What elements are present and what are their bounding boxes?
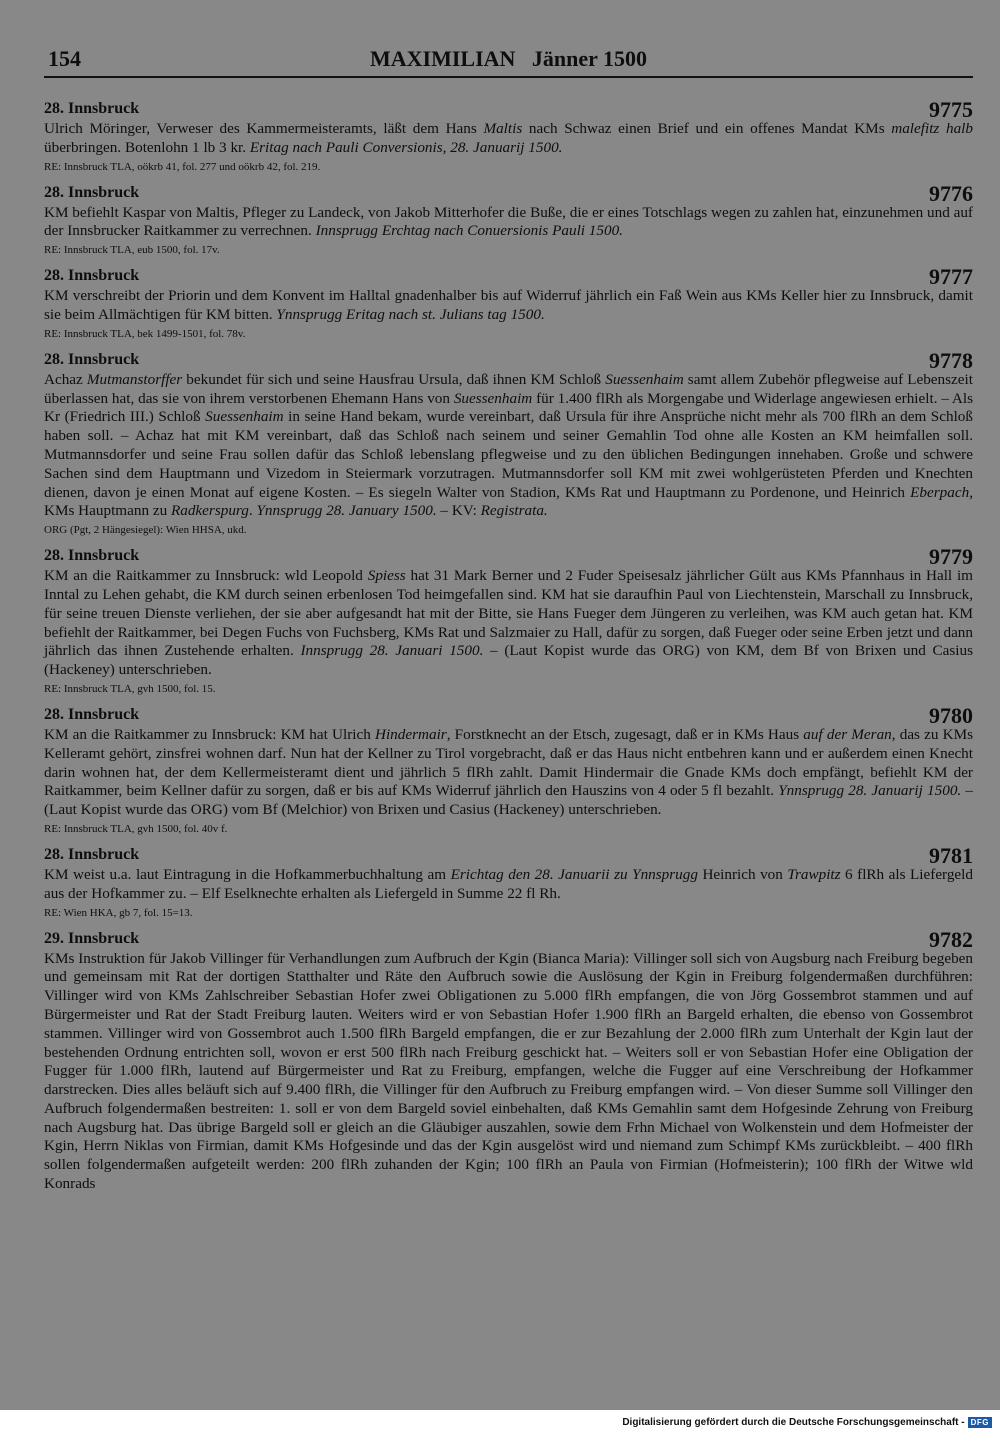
entry-text — [44, 371, 973, 521]
entry-header — [44, 704, 973, 726]
entry-text — [44, 866, 973, 904]
entry — [44, 704, 973, 837]
italic-text: Ynnsprugg 28. Januarij 1500. — [778, 782, 962, 800]
entry-source: RE: Innsbruck TLA, eub 1500, fol. 17v. — [44, 244, 220, 257]
text-run: KM an die Raitkammer zu Innsbruck: wld Leopold — [44, 567, 368, 585]
text-run: KM weist u.a. laut Eintragung in die Hofkammerbuchhaltung am — [44, 865, 451, 883]
text-run: überbringen. Botenlohn 1 lb 3 kr. — [44, 138, 250, 156]
text-run: Heinrich von — [697, 865, 788, 883]
italic-text: Hindermair — [374, 725, 447, 743]
entry-date: 28. Innsbruck — [44, 845, 140, 863]
italic-text: Maltis — [483, 120, 523, 137]
entry-header — [44, 544, 973, 570]
entry-source: RE: Innsbruck TLA, oökrb 41, fol. 277 und oökrb 42, fol. 219. — [44, 160, 321, 173]
text-run: 6 flRh als Liefergeld aus der Hofkammer zu. – Elf Eselknechte erhalten als Liefergeld in Summe 22 fl Rh. — [44, 865, 973, 902]
italic-text: Suessenhaim — [453, 389, 533, 407]
text-run: Ulrich Möringer, Verweser des Kammermeisteramts, läßt dem Hans — [44, 120, 484, 137]
entry-date: 28. Innsbruck — [44, 705, 140, 723]
entry — [44, 545, 973, 697]
text-run: KM verschreibt der Priorin und dem Konvent im Halltal gnadenhalber bis auf Widerruf jährlich ein Faß Wein aus KMs Keller hier zu Innsbruck, damit sie beim Allmächtigen für KM bitten. — [44, 287, 973, 323]
page-header — [44, 44, 973, 78]
entry-source: RE: Innsbruck TLA, gvh 1500, fol. 40v f. — [44, 822, 228, 835]
text-run: , Forstknecht an der Etsch, zugesagt, daß er in KMs Haus — [446, 725, 804, 743]
entry — [44, 928, 973, 1194]
entry-header — [44, 264, 973, 290]
entry — [44, 98, 973, 175]
entry-header — [44, 844, 973, 866]
entry — [44, 182, 973, 259]
text-run: für 1.400 flRh als Morgengabe und Widerlage angewiesen erhielt. – Als Kr (Friedrich III.) Schloß — [44, 389, 974, 426]
entry-number: 9779 — [929, 544, 973, 570]
italic-text: Eritag nach Pauli Conversionis, 28. Januarij 1500. — [249, 138, 563, 156]
entry-date: 28. Innsbruck — [44, 183, 140, 201]
text-run: nach Schwaz einen Brief und ein offenes Mandat KMs — [522, 120, 892, 137]
entry-text — [44, 120, 973, 158]
text-run: , KMs Hauptmann zu — [44, 483, 973, 520]
entry-number: 9775 — [929, 97, 973, 122]
italic-text: auf der Meran — [803, 725, 892, 743]
italic-text: Eberpach — [910, 483, 970, 501]
entry-date: 28. Innsbruck — [44, 100, 140, 117]
entry — [44, 349, 973, 538]
text-run: , das zu KMs Kelleramt gehört, zinsfrei wohnen darf. Nun hat der Kellner zu Tirol vorgebracht, daß er das Haus nicht entbehren kann und er außerdem einen Knecht darin wohnen hat, der dem Kellermeisteramt dient und jährlich 5 flRh zahlt. Damit Hindermair die Gnade KMs doch empfängt, befiehlt KM der Raitkammer, beim Kellner dafür zu sorgen, daß er bis auf KMs Widerruf jährlich den Hauszins von 4 oder 5 fl bezahlt. — [44, 725, 974, 800]
entry-text — [44, 726, 973, 820]
entry-date: 29. Innsbruck — [44, 929, 140, 947]
dfg-logo: DFG — [968, 1417, 992, 1428]
entry-number: 9782 — [929, 926, 973, 952]
italic-text: Registrata. — [480, 502, 548, 520]
italic-text: Suessenhaim — [205, 408, 284, 426]
entry-source: ORG (Pgt, 2 Hängesiegel): Wien HHSA, ukd. — [44, 524, 247, 537]
entry-text — [44, 287, 973, 325]
footer-text: Digitalisierung gefördert durch die Deutsche Forschungsgemeinschaft - — [622, 1417, 965, 1428]
entry-number: 9780 — [929, 702, 973, 728]
text-run: samt allem Zubehör pflegweise auf Lebenszeit überlassen hat, das sie von ihrem verstorbenen Ehemann Hans von — [44, 370, 973, 407]
italic-text: Suessenhaim — [605, 370, 684, 388]
italic-text: Radkerspurg — [170, 502, 249, 520]
entry-number: 9778 — [929, 347, 973, 373]
italic-text: Trawpitz — [787, 865, 841, 883]
entry-source: RE: Innsbruck TLA, bek 1499-1501, fol. 78v. — [44, 327, 246, 340]
text-run: Achaz — [44, 370, 87, 388]
entry-number: 9781 — [929, 842, 973, 868]
entry-number: 9776 — [929, 180, 973, 206]
entry-source: RE: Innsbruck TLA, gvh 1500, fol. 15. — [44, 682, 216, 695]
entry-source: RE: Wien HKA, gb 7, fol. 15=13. — [44, 906, 193, 919]
italic-text: Innsprugg Erchtag nach Conuersionis Pauli 1500. — [315, 222, 623, 240]
page-title: MAXIMILIAN Jänner 1500 — [369, 46, 648, 71]
italic-text: malefitz halb — [891, 120, 973, 137]
footer — [622, 1417, 992, 1428]
text-run: in seine Hand bekam, wurde vereinbart, daß Ursula für ihre Ansprüche nicht mehr als 700 flRh an dem Schloß haben soll. – Achaz hat mit KM vereinbart, daß das Schloß nach seinem und seiner Gemahlin Tod ohne alle Kosten an KM heimfallen soll. Mutmannsdorfer und seine Frau sollen dafür das Schloß lebenslang pflegweise und zu den üblichen Bedingungen innehaben. Große und schwere Sachen sind dem Hauptmann und Vizedom in Steiermark vorzutragen. Mutmannsdorfer soll KM mit zwei wohlgerüsteten Pferden und Knechten dienen, davon je einen Monat auf eigene Kosten. – Es siegeln Walter von Stadion, KMs Rat und Hauptmann zu Pordenone, und Heinrich — [44, 408, 973, 501]
entry-header — [44, 928, 973, 950]
italic-text: Innsprugg 28. Januari 1500. — [300, 642, 484, 660]
page-number: 154 — [48, 46, 81, 71]
entry-header — [44, 98, 973, 120]
italic-text: Erichtag den 28. Januarii zu Ynnsprugg — [450, 865, 698, 883]
entry-date: 28. Innsbruck — [44, 267, 140, 285]
entry-header — [44, 349, 973, 371]
text-run: – KV: — [436, 502, 481, 520]
text-run: . — [248, 502, 257, 520]
italic-text: Ynnsprugg 28. January 1500. — [256, 502, 437, 520]
entry — [44, 265, 973, 342]
entry-date: 28. Innsbruck — [44, 547, 140, 565]
entry-text — [44, 950, 973, 1194]
italic-text: Spiess — [367, 567, 406, 585]
entry-date: 28. Innsbruck — [44, 350, 140, 368]
text-run: KMs Instruktion für Jakob Villinger für Verhandlungen zum Aufbruch der Kgin (Bianca Maria): Villinger soll sich von Augsburg nach Freiburg begeben und gemeinsam mit Rat der dortigen Statthalter und Räte den Aufbruch sowie die Auslösung der Kgin in Freiburg folgendermaßen durchführen: Villinger wird von KMs Zahlschreiber Sebastian Hofer zwei Obligationen zu 5.000 flRh empfangen, die von Jörg Gossembrot stammen und auf Bürgermeister und Rat der Stadt Freiburg lauten. Weiters wird er von Sebastian Hofer 1.900 flRh an Bargeld erhalten, die ebenso von Gossembrot stammen. Villinger wird von Gossembrot auch 1.500 flRh Bargeld empfangen, die er zur Bezahlung der 2.000 flRh zum Unterhalt der Kgin laut der bestehenden Ordnung entrichten soll, wovon er erst 500 flRh nach Freiburg geschickt hat. – Weiters soll er von Sebastian Hofer eine Obligation der Fugger für 1.000 flRh, lautend auf Bürgermeister und Rat zu Freiburg, empfangen, welche die Fugger auf eine Verschreibung der Hofkammer darstrecken. Dies alles beläuft sich auf 9.400 flRh, die Villinger für den Aufbruch zu Freiburg empfangen wird. – Von dieser Summe soll Villinger den Aufbruch folgendermaßen bestreiten: 1. soll er von dem Bargeld soviel einbehalten, daß KMs Gemahlin samt dem Hofgesinde Zehrung von Freiburg nach Augsburg hat. Das übrige Bargeld soll er gleich an die Gläubiger auszahlen, sowie dem Frhn Michael von Wolkenstein und dem Hofmeister der Kgin, Herrn Niklas von Firmian, damit KMs Hofgesinde und das der Kgin ausgelöst wird und niemand zum Schimpf KMs zurückbleibt. – 400 flRh sollen folgendermaßen aufgeteilt werden: 200 flRh zuhanden der Kgin; 100 flRh an Paula von Firmian (Hofmeisterin); 100 flRh der Witwe wld Konrads — [44, 949, 973, 1193]
text-run: KM an die Raitkammer zu Innsbruck: KM hat Ulrich — [44, 725, 375, 743]
entry — [44, 844, 973, 921]
entry-text — [44, 204, 973, 242]
text-run: – (Laut Kopist wurde das ORG) von KM, dem Bf von Brixen und Casius (Hackeney) unterschrieben. — [44, 642, 973, 679]
text-run: bekundet für sich und seine Hausfrau Ursula, daß ihnen KM Schloß — [182, 370, 606, 388]
entry-header — [44, 182, 973, 204]
entry-text — [44, 567, 973, 680]
text-run: – (Laut Kopist wurde das ORG) vom Bf (Melchior) von Brixen und Casius (Hackeney) unterschrieben. — [44, 782, 973, 819]
italic-text: Ynnsprugg Eritag nach st. Julians tag 1500. — [276, 305, 545, 323]
entry-list — [44, 98, 973, 1201]
entry-number: 9777 — [929, 264, 973, 290]
italic-text: Mutmanstorffer — [86, 370, 183, 388]
text-run: KM befiehlt Kaspar von Maltis, Pfleger zu Landeck, von Jakob Mitterhofer die Buße, die er eines Totschlags wegen zu zahlen hat, einzunehmen und auf der Innsbrucker Raitkammer zu verrechnen. — [44, 203, 973, 240]
text-run: hat 31 Mark Berner und 2 Fuder Speisesalz jährlicher Gült aus KMs Pfannhaus in Hall im Inntal zu Lehen gehabt, die KM durch seinen erbenlosen Tod heimgefallen sind. KM hat sie daraufhin Paul von Liechtenstein, Marschall zu Innsbruck, für seine treuen Dienste verliehen, der sie aber aufgesandt hat mit der Bitte, sie Hans Fueger dem Jüngeren zu verleihen, was KM auch getan hat. KM befiehlt der Raitkammer, bei Degen Fuchs von Fuchsberg, KMs Rat und Salzmaier zu Hall, dafür zu sorgen, daß Fueger oder seine Erben jetzt und dann jährlich das ihnen Zustehende erhalten. — [44, 567, 973, 660]
